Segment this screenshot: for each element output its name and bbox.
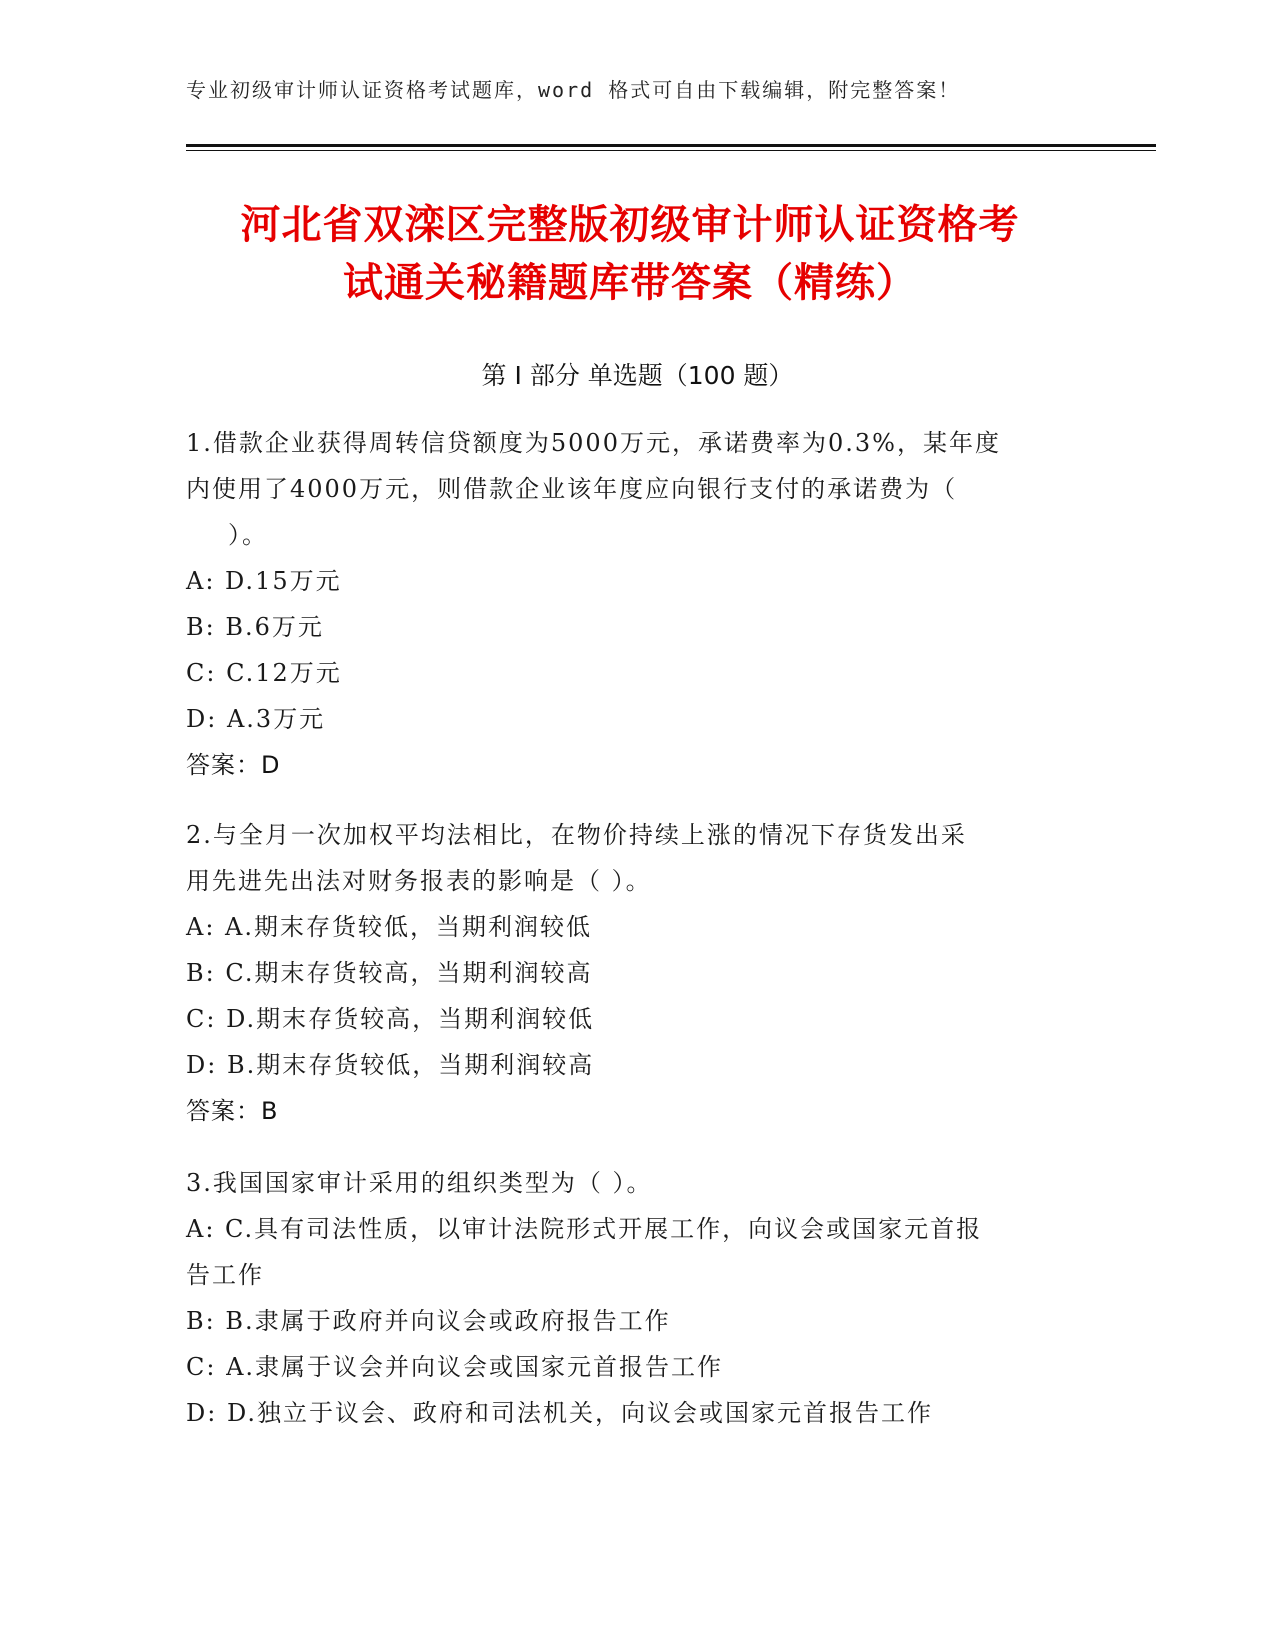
header-divider (186, 144, 1156, 147)
option-d: D: B.期末存货较低，当期利润较高 (186, 1051, 595, 1079)
answer-line: 答案：B (186, 1097, 279, 1125)
question-1 (186, 420, 1086, 788)
question-stem-line: ）。 (228, 521, 268, 549)
option-b: B: B.隶属于政府并向议会或政府报告工作 (186, 1307, 671, 1335)
question-stem-line: 2.与全月一次加权平均法相比，在物价持续上涨的情况下存货发出采 (186, 821, 967, 849)
document-title-line-1: 河北省双滦区完整版初级审计师认证资格考 (240, 202, 1020, 248)
question-2 (186, 812, 1086, 1134)
document-title (160, 196, 1100, 312)
question-stem-line: 3.我国国家审计采用的组织类型为（ ）。 (186, 1169, 653, 1197)
option-b: B: B.6万元 (186, 613, 324, 641)
section-title: 第 I 部分 单选题（100 题） (481, 361, 794, 390)
option-a-continued: 告工作 (186, 1261, 264, 1289)
question-stem-line: 内使用了4000万元，则借款企业该年度应向银行支付的承诺费为（ (186, 475, 958, 503)
option-c: C: A.隶属于议会并向议会或国家元首报告工作 (186, 1353, 724, 1381)
option-c: C: D.期末存货较高，当期利润较低 (186, 1005, 595, 1033)
question-3 (186, 1160, 1086, 1436)
question-stem-line: 用先进先出法对财务报表的影响是（ ）。 (186, 867, 652, 895)
option-a: A: A.期末存货较低，当期利润较低 (186, 913, 593, 941)
document-title-line-2: 试通关秘籍题库带答案（精练） (343, 260, 917, 306)
answer-line: 答案：D (186, 751, 281, 779)
header-note: 专业初级审计师认证资格考试题库，word 格式可自由下载编辑，附完整答案！ (186, 78, 961, 102)
option-b: B: C.期末存货较高，当期利润较高 (186, 959, 593, 987)
option-d: D: A.3万元 (186, 705, 326, 733)
option-c: C: C.12万元 (186, 659, 342, 687)
option-d: D: D.独立于议会、政府和司法机关，向议会或国家元首报告工作 (186, 1399, 933, 1427)
header-divider-thin (186, 150, 1156, 151)
option-a: A: C.具有司法性质，以审计法院形式开展工作，向议会或国家元首报 (186, 1215, 983, 1243)
question-stem-line: 1.借款企业获得周转信贷额度为5000万元，承诺费率为0.3%，某年度 (186, 429, 1001, 457)
option-a: A: D.15万元 (186, 567, 342, 595)
